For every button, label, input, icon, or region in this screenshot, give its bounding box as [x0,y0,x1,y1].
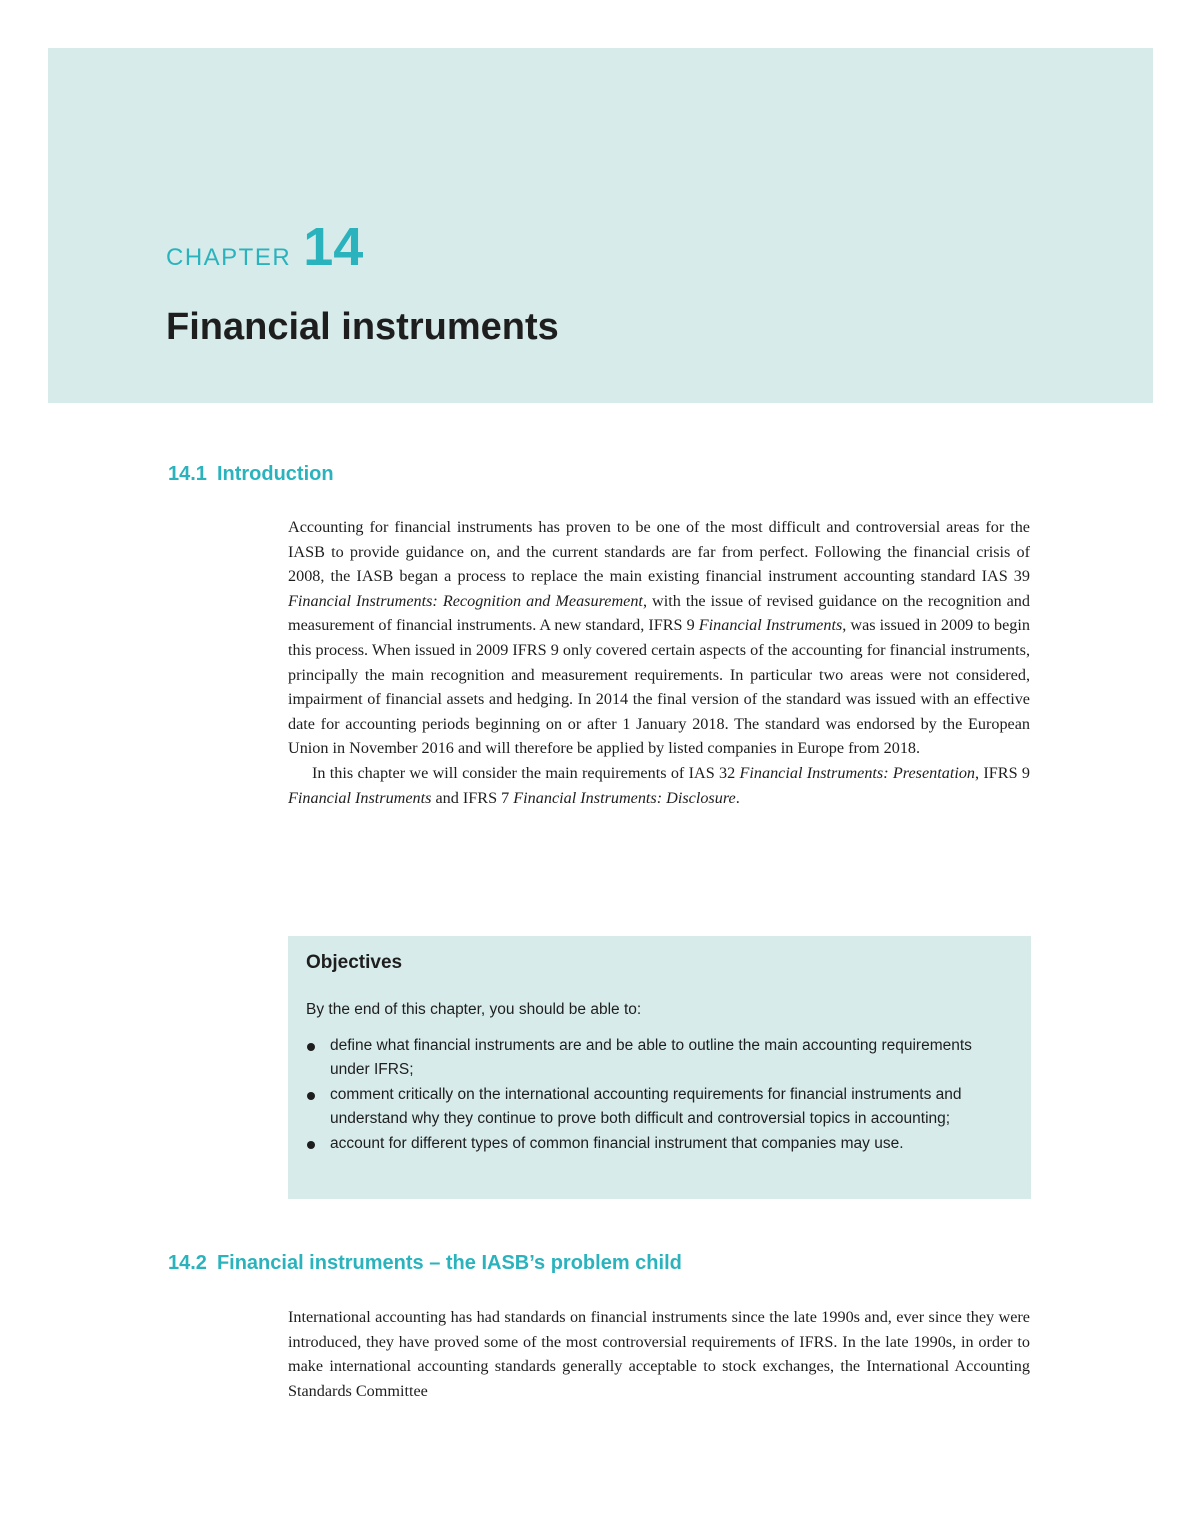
chapter-label [166,216,363,278]
chapter-word: CHAPTER [166,244,292,271]
objective-text: comment critically on the international accounting requirements for financial instruments and understand why they continue to prove both difficult and controversial topics in accounting; [330,1085,962,1128]
section-title: Introduction [216,463,334,485]
objectives-title: Objectives [306,952,403,973]
objective-text: define what financial instruments are and be able to outline the main accounting requirements under IFRS; [330,1036,972,1079]
section-heading-introduction [168,463,334,486]
italic-title-text: Financial Instruments: Presentation [739,763,976,782]
body-text-run: In this chapter we will consider the main requirements of IAS 32 [312,763,740,782]
italic-title-text: Financial Instruments [288,788,432,807]
section-title: Financial instruments – the IASB’s problem child [216,1252,682,1274]
body-text-run: and IFRS 7 [431,788,514,807]
paragraph [288,761,1030,810]
paragraph [288,515,1030,761]
chapter-title: Financial instruments [166,306,559,348]
section-heading-problem-child [168,1252,682,1275]
objective-item [306,1083,1013,1132]
bullet-dot-icon [307,1043,315,1051]
objective-text: account for different types of common financial instrument that companies may use. [330,1134,904,1152]
paragraph [288,1305,1030,1403]
section-number: 14.2 [168,1252,207,1274]
bullet-dot-icon [307,1092,315,1100]
body-text-run: , with the issue of revised guidance on the recognition and measurement of financial instruments. A new standard, IFRS 9 [288,591,1030,635]
introduction-body [288,515,1030,810]
objectives-intro: By the end of this chapter, you should be able to: [306,1001,642,1018]
bullet-dot-icon [307,1141,315,1149]
body-text-run: International accounting has had standards on financial instruments since the late 1990s and, ever since they were introduced, they have proved some of the most controversial requirements of IFRS. In the late 1990s, in order to make international accounting standards generally acceptable to stock exchanges, the International Accounting Standards Committee [288,1308,1030,1400]
body-text-run: , IFRS 9 [975,763,1030,782]
section-number: 14.1 [168,463,207,485]
chapter-number: 14 [303,217,364,277]
italic-title-text: Financial Instruments [698,616,843,635]
problem-child-body [288,1305,1030,1403]
italic-title-text: Financial Instruments: Recognition and Measurement [288,591,643,610]
body-text-run: . [735,788,740,807]
objective-item [306,1034,1013,1083]
body-text-run: Accounting for financial instruments has proven to be one of the most difficult and controversial areas for the IASB to provide guidance on, and the current standards are far from perfect. Following the financial crisis of 2008, the IASB began a process to replace the main existing financial instrument accounting standard IAS 39 [288,518,1030,586]
objectives-list [306,1034,1013,1157]
italic-title-text: Financial Instruments: Disclosure [513,788,736,807]
body-text-run: , was issued in 2009 to begin this process. When issued in 2009 IFRS 9 only covered certain aspects of the accounting for financial instruments, principally the main recognition and measurement requirements. In particular two areas were not considered, impairment of financial assets and hedging. In 2014 the final version of the standard was issued with an effective date for accounting periods beginning on or after 1 January 2018. The standard was endorsed by the European Union in November 2016 and will therefore be applied by listed companies in Europe from 2018. [288,616,1030,758]
objective-item [306,1132,1013,1157]
objectives-box [288,936,1031,1199]
